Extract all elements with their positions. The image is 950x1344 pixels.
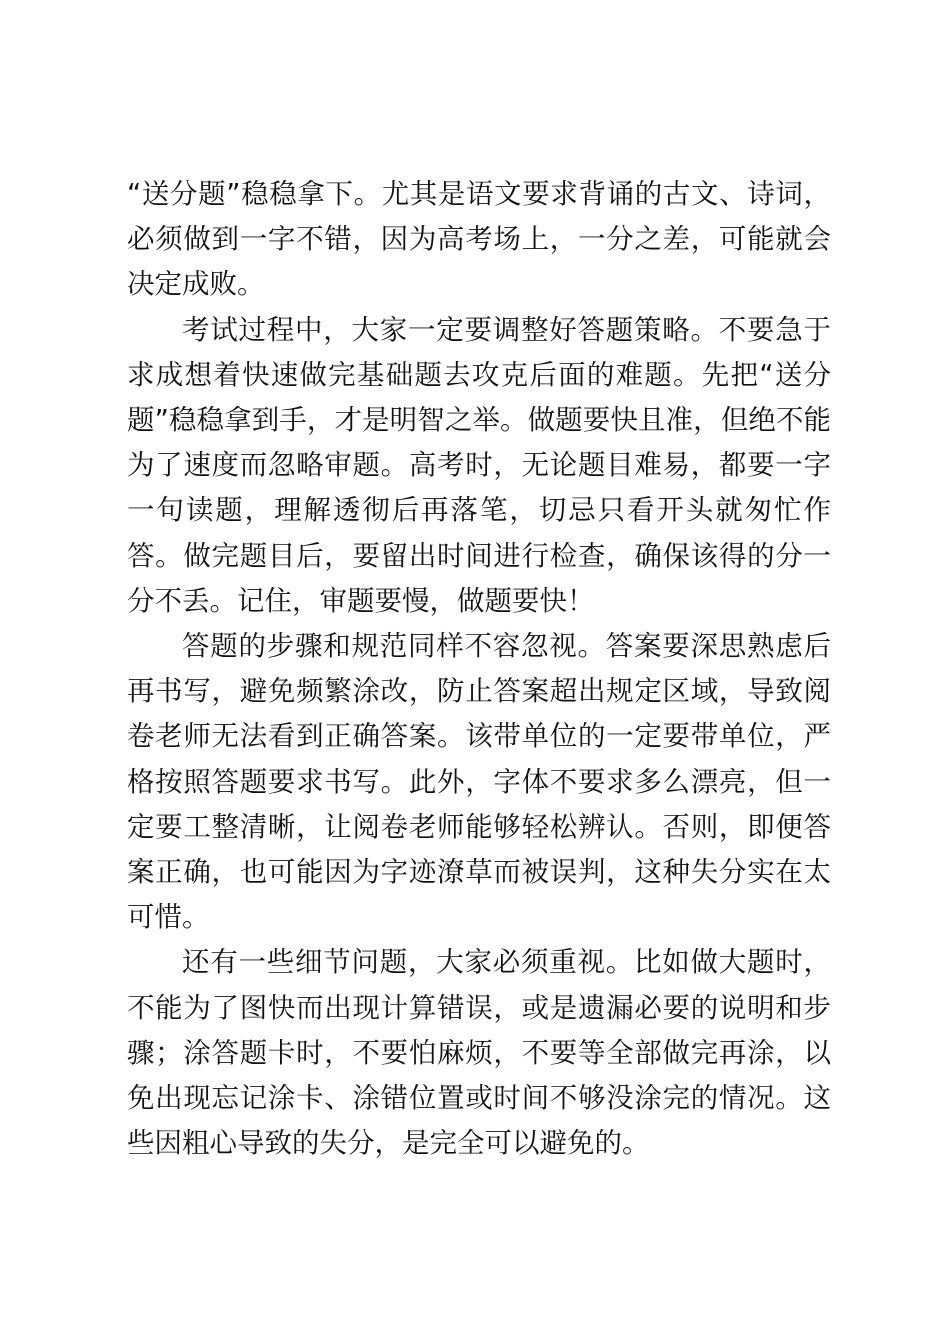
paragraph-2: 考试过程中，大家一定要调整好答题策略。不要急于求成想着快速做完基础题去攻克后面的难题。先把“送分题”稳稳拿到手，才是明智之举。做题要快且准，但绝不能为了速度而忽略审题。高考时，无论题目难易，都要一字一句读题，理解透彻后再落笔，切忌只看开头就匆忙作答。做完题目后，要留出时间进行检查，确保该得的分一分不丢。记住，审题要慢，做题要快！ xyxy=(127,313,831,617)
body-text xyxy=(127,172,831,1166)
paragraph-3: 答题的步骤和规范同样不容忽视。答案要深思熟虑后再书写，避免频繁涂改，防止答案超出规定区域，导致阅卷老师无法看到正确答案。该带单位的一定要带单位，严格按照答题要求书写。此外，字体不要求多么漂亮，但一定要工整清晰，让阅卷老师能够轻松辨认。否则，即便答案正确，也可能因为字迹潦草而被误判，这种失分实在太可惜。 xyxy=(127,630,831,934)
paragraph-4: 还有一些细节问题，大家必须重视。比如做大题时，不能为了图快而出现计算错误，或是遗漏必要的说明和步骤；涂答题卡时，不要怕麻烦，不要等全部做完再涂，以免出现忘记涂卡、涂错位置或时间不够没涂完的情况。这些因粗心导致的失分，是完全可以避免的。 xyxy=(127,946,831,1160)
paragraph-1: “送分题”稳稳拿下。尤其是语文要求背诵的古文、诗词，必须做到一字不错，因为高考场上，一分之差，可能就会决定成败。 xyxy=(127,178,831,301)
